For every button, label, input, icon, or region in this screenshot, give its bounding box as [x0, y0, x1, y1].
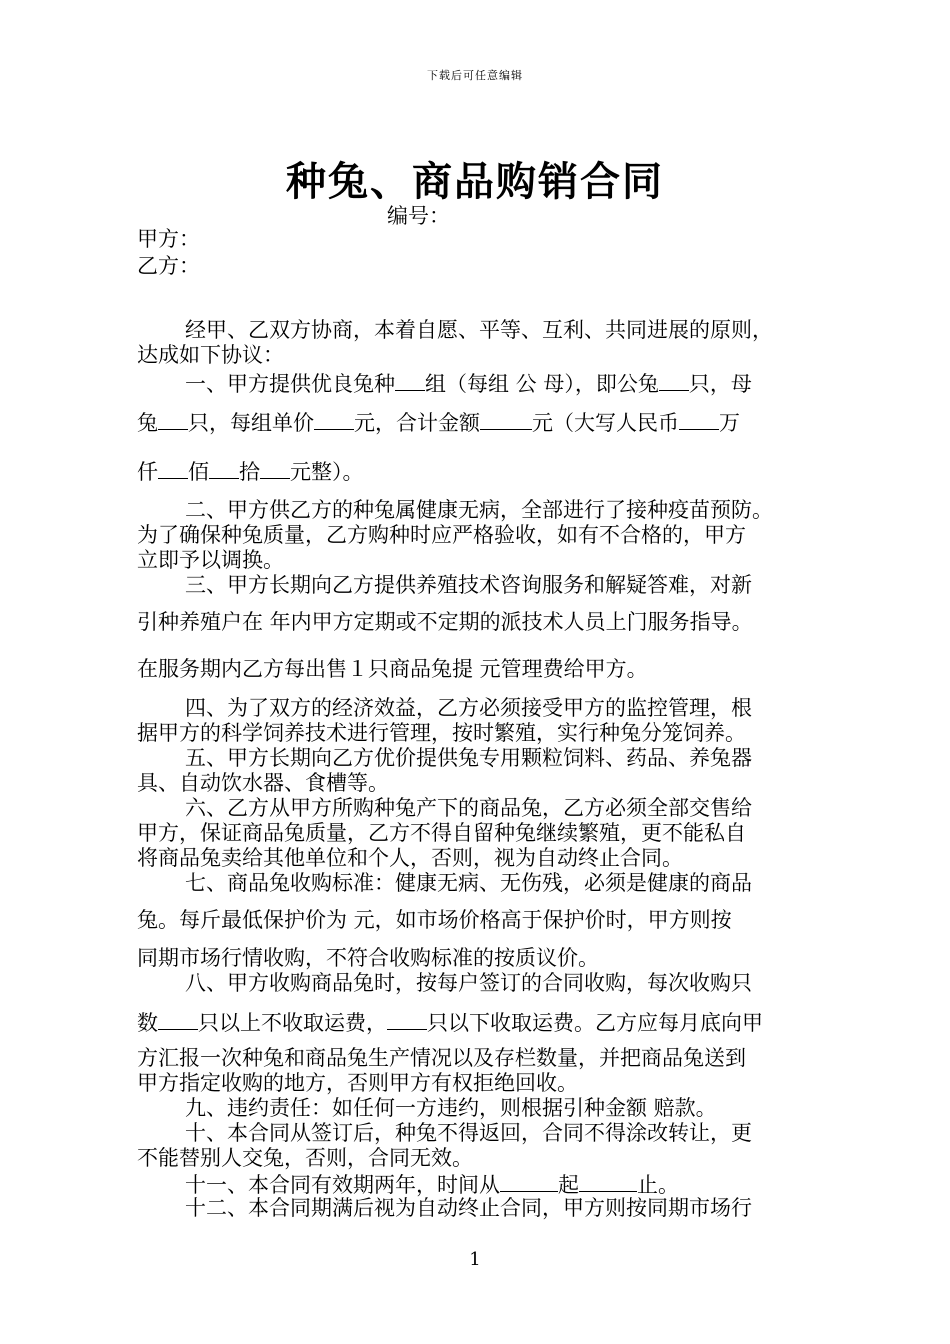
text-segment: 元，合计金额: [354, 411, 480, 435]
text-segment: 只，每组单价: [188, 411, 314, 435]
intro-line-2: 达成如下协议：: [137, 343, 284, 367]
clause-7-line-2: 兔。每斤最低保护价为 元，如市场价格高于保护价时，甲方则按: [137, 908, 732, 932]
clause-8-line-2: [137, 1009, 763, 1036]
blank-field[interactable]: [314, 409, 354, 430]
blank-field[interactable]: [480, 409, 532, 430]
clause-8-line-4: 甲方指定收购的地方，否则甲方有权拒绝回收。: [137, 1071, 578, 1095]
document-title: 种兔、商品购销合同: [286, 158, 664, 205]
clause-5-line-1: 五、甲方长期向乙方优价提供兔专用颗粒饲料、药品、养兔器: [185, 746, 752, 770]
clause-6-line-1: 六、乙方从甲方所购种兔产下的商品兔，乙方必须全部交售给: [185, 796, 752, 820]
clause-1-line-3: [137, 458, 364, 485]
text-segment: 一、甲方提供优良兔种: [185, 372, 395, 396]
clause-6-line-2: 甲方，保证商品兔质量，乙方不得自留种兔继续繁殖，更不能私自: [137, 821, 746, 845]
clause-7-line-1: 七、商品兔收购标准：健康无病、无伤残，必须是健康的商品: [185, 871, 752, 895]
blank-field[interactable]: [500, 1171, 558, 1192]
blank-field[interactable]: [158, 1009, 198, 1030]
clause-3-line-3: 在服务期内乙方每出售１只商品兔提 元管理费给甲方。: [137, 657, 648, 681]
text-segment: 起: [558, 1173, 579, 1197]
blank-field[interactable]: [260, 458, 290, 479]
blank-field[interactable]: [158, 409, 188, 430]
text-segment: 元整）。: [290, 460, 364, 484]
clause-5-line-2: 具、自动饮水器、食槽等。: [137, 771, 389, 795]
clause-12-line-1: 十二、本合同期满后视为自动终止合同，甲方则按同期市场行: [185, 1196, 752, 1220]
header-note: 下载后可任意编辑: [427, 69, 523, 82]
blank-field[interactable]: [209, 458, 239, 479]
blank-field[interactable]: [158, 458, 188, 479]
text-segment: 元（大写人民币: [532, 411, 679, 435]
clause-1-line-1: [137, 370, 752, 397]
blank-field[interactable]: [579, 1171, 637, 1192]
text-segment: 止。: [637, 1173, 679, 1197]
clause-3-line-1: 三、甲方长期向乙方提供养殖技术咨询服务和解疑答难，对新: [185, 573, 752, 597]
text-segment: 兔: [137, 411, 158, 435]
text-segment: 只，母: [688, 372, 752, 396]
clause-3-line-2: 引种养殖户在 年内甲方定期或不定期的派技术人员上门服务指导。: [137, 610, 753, 634]
blank-field[interactable]: [387, 1009, 427, 1030]
party-b-label: 乙方：: [137, 254, 200, 278]
clause-10-line-2: 不能替别人交兔，否则，合同无效。: [137, 1146, 473, 1170]
clause-6-line-3: 将商品兔卖给其他单位和个人，否则，视为自动终止合同。: [137, 846, 683, 870]
clause-11-line-1: [137, 1171, 679, 1198]
clause-4-line-2: 据甲方的科学饲养技术进行管理，按时繁殖，实行种兔分笼饲养。: [137, 721, 746, 745]
text-segment: 只以上不收取运费，: [198, 1011, 387, 1035]
page-number: 1: [469, 1249, 481, 1270]
blank-field[interactable]: [659, 370, 689, 391]
intro-line-1: 经甲、乙双方协商，本着自愿、平等、互利、共同进展的原则，: [185, 318, 773, 342]
text-segment: 万: [719, 411, 740, 435]
clause-9-line-1: 九、违约责任：如任何一方违约，则根据引种金额 赔款。: [185, 1096, 717, 1120]
text-segment: 仟: [137, 460, 158, 484]
party-a-label: 甲方：: [137, 227, 200, 251]
text-segment: 十一、本合同有效期两年，时间从: [185, 1173, 500, 1197]
clause-2-line-2: 为了确保种兔质量，乙方购种时应严格验收，如有不合格的，甲方: [137, 523, 746, 547]
text-segment: 佰: [188, 460, 209, 484]
text-segment: 数: [137, 1011, 158, 1035]
text-segment: 只以下收取运费。乙方应每月底向甲: [427, 1011, 763, 1035]
text-segment: 组（每组 公 母），即公兔: [425, 372, 659, 396]
blank-field[interactable]: [679, 409, 719, 430]
clause-1-line-2: [137, 409, 740, 436]
clause-2-line-1: 二、甲方供乙方的种兔属健康无病，全部进行了接种疫苗预防。: [185, 498, 773, 522]
clause-2-line-3: 立即予以调换。: [137, 548, 284, 572]
serial-number-label: 编号：: [387, 204, 450, 228]
clause-8-line-3: 方汇报一次种兔和商品兔生产情况以及存栏数量，并把商品兔送到: [137, 1046, 746, 1070]
blank-field[interactable]: [395, 370, 425, 391]
text-segment: 拾: [239, 460, 260, 484]
clause-7-line-3: 同期市场行情收购，不符合收购标准的按质议价。: [137, 946, 599, 970]
clause-8-line-1: 八、甲方收购商品兔时，按每户签订的合同收购，每次收购只: [185, 971, 752, 995]
clause-4-line-1: 四、为了双方的经济效益，乙方必须接受甲方的监控管理，根: [185, 696, 752, 720]
clause-10-line-1: 十、本合同从签订后，种兔不得返回，合同不得涂改转让，更: [185, 1121, 752, 1145]
